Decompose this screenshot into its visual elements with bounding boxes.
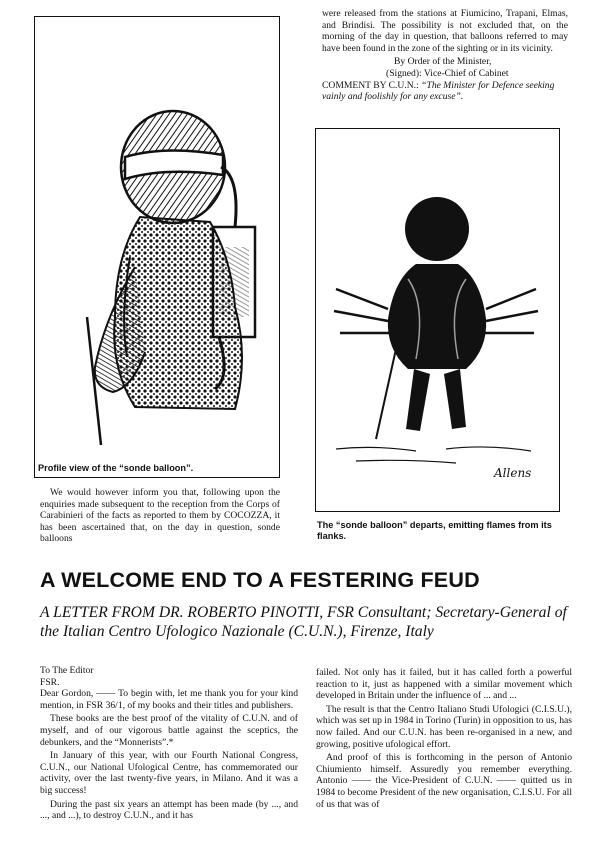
article-paragraph: And proof of this is forthcoming in the person of Antonio Chiumiento himself. Assuredly you remember everything. Antonio —— the Vice-President of C.U.N. —— quitted us in 1984 to become President of the new organisation, C.I.S.U. For all of us that was of — [316, 752, 572, 810]
figure-profile-frame — [34, 16, 280, 478]
article-paragraph: Dear Gordon, —— To begin with, let me thank you for your kind mention, in FSR 36/1, of my books and their titles and publishers. — [40, 688, 298, 711]
comment-label: COMMENT BY C.U.N.: — [322, 79, 419, 91]
article-headline: A WELCOME END TO A FESTERING FEUD — [40, 568, 480, 592]
artist-signature: Allens — [494, 466, 532, 480]
sonde-balloon-departing-illustration — [316, 129, 558, 509]
figure-departs-caption: The “sonde balloon” departs, emitting flames from its flanks. — [317, 520, 552, 541]
article-column-1 — [40, 665, 298, 824]
signed-line: (Signed): Vice-Chief of Cabinet — [386, 67, 509, 79]
comment-text: “The Minister for Defence seeking vainly and foolishly for any excuse”. — [322, 79, 555, 103]
cun-comment — [322, 80, 568, 103]
figure-departs-frame — [315, 128, 560, 512]
salutation-to: To The Editor — [40, 665, 94, 676]
article-paragraph: In January of this year, with our Fourth National Congress, C.U.N., our National Ufological Centre, has commemorated our activity, over the last twenty-five years, in Milano. And it was a big success! — [40, 750, 298, 796]
article-column-2 — [316, 667, 572, 812]
sonde-balloon-profile-illustration — [35, 17, 278, 447]
salutation-fsr: FSR. — [40, 676, 60, 688]
article-subheading: A LETTER FROM DR. ROBERTO PINOTTI, FSR Consultant; Secretary-General of the Italian Centro Ufologico Nazionale (C.U.N.), Firenze, Italy — [40, 604, 567, 640]
article-paragraph: failed. Not only has it failed, but it has called forth a powerful reaction to it, just as happened with a similar movement which developed in Britain under the influence of ... and ... — [316, 667, 572, 702]
right-column-paragraph: were released from the stations at Fiumicino, Trapani, Elmas, and Brindisi. The possibility is not excluded that, on the morning of the day in question, that balloons referred to may have been found in the zone of the sighting or in its vicinity. — [322, 8, 568, 54]
left-column-text — [40, 487, 280, 547]
article-paragraph: These books are the best proof of the vitality of C.U.N. and of myself, and of our vigorous battle against the sceptics, the debunkers, and the “Monnerists”.* — [40, 713, 298, 748]
left-column-paragraph: We would however inform you that, following upon the enquiries made subsequent to the reception from the Corps of Carabinieri of the facts as reported to them by COCOZZA, it has been ascertained that, on the day in question, sonde balloons — [40, 487, 280, 545]
right-column-top-text — [322, 8, 568, 103]
article-paragraph: The result is that the Centro Italiano Studi Ufologici (C.I.S.U.), which was set up in 1984 in Torino (Turin) in opposition to us, has now failed. And our C.U.N. has been re-organised in a new, and growing, positive ufological effort. — [316, 703, 572, 750]
order-line: By Order of the Minister, — [394, 56, 492, 68]
figure-profile-caption: Profile view of the “sonde balloon”. — [38, 463, 194, 473]
article-paragraph: During the past six years an attempt has been made (by ..., and ..., and ...), to destroy C.U.N., and it has — [40, 798, 298, 822]
